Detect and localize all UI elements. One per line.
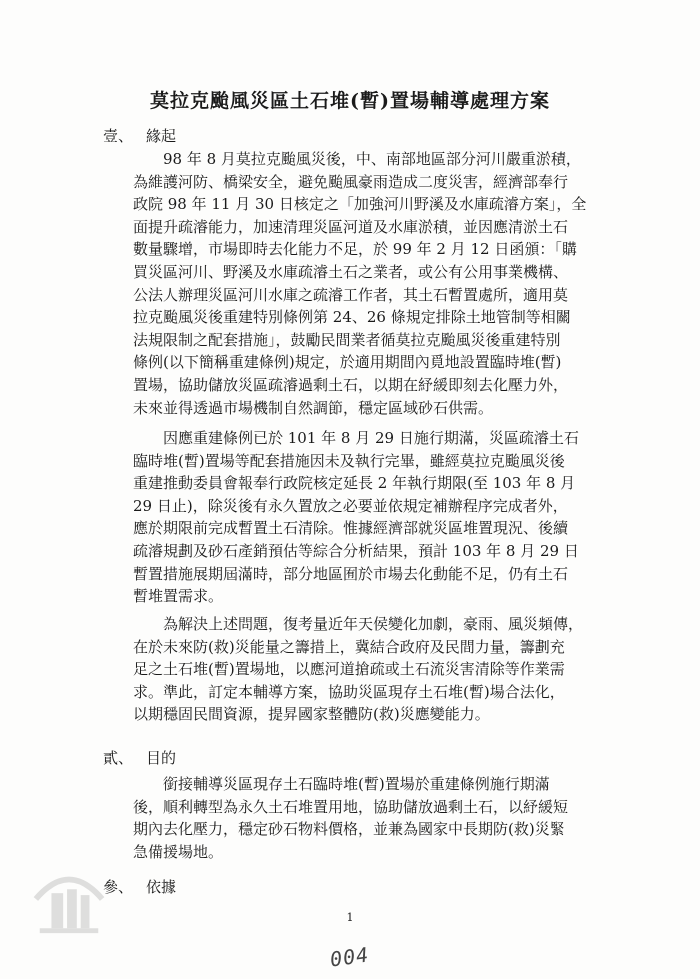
- text-line: 面提升疏濬能力，加速清理災區河道及水庫淤積，並因應清淤土石: [133, 217, 569, 236]
- page-number: 1: [346, 911, 354, 924]
- text-line: 求。準此，訂定本輔導方案，協助災區現存土石堆(暫)場合法化，: [133, 682, 565, 701]
- paragraph-origin-3: [133, 613, 601, 726]
- text-line: 應於期限前完成暫置土石清除。惟據經濟部就災區堆置現況、後續: [133, 519, 569, 538]
- text-line: 重建推動委員會報奉行政院核定延長 2 年執行期限(至 103 年 8 月: [133, 474, 576, 493]
- text-line: 公法人辦理災區河川水庫之疏濬工作者，其土石暫置處所，適用莫: [133, 285, 569, 304]
- text-line: 足之土石堆(暫)置場地，以應河道搶疏或土石流災害清除等作業需: [133, 660, 565, 679]
- section-heading-basis: [103, 876, 176, 897]
- library-logo-icon: [30, 860, 108, 938]
- text-line: 暫堆置需求。: [133, 587, 224, 606]
- text-line: 為維護河防、橋梁安全，避免颱風豪雨造成二度災害，經濟部奉行: [133, 172, 569, 191]
- section-heading-purpose: [103, 747, 176, 768]
- paragraph-purpose: [133, 773, 601, 863]
- section-title: 緣起: [146, 127, 177, 145]
- text-line: 疏濬規劃及砂石產銷預估等綜合分析結果，預計 103 年 8 月 29 日: [133, 541, 579, 560]
- text-line: 急備援場地。: [133, 842, 224, 861]
- section-number: 參、: [103, 878, 134, 896]
- document-title: 莫拉克颱風災區土石堆(暫)置場輔導處理方案: [150, 90, 550, 112]
- text-line: 98 年 8 月莫拉克颱風災後，中、南部地區部分河川嚴重淤積，: [163, 150, 581, 168]
- text-line: 置場，協助儲放災區疏濬過剩土石，以期在紓緩即刻去化壓力外，: [133, 375, 569, 394]
- text-line: 29 日止)，除災後有永久置放之必要並依規定補辦程序完成者外，: [133, 496, 568, 515]
- text-line: 在於未來防(救)災能量之籌措上，冀結合政府及民間力量，籌劃充: [133, 637, 565, 656]
- text-line: 臨時堆(暫)置場等配套措施因未及執行完畢，雖經莫拉克颱風災後: [133, 451, 565, 470]
- paragraph-origin-1: [133, 148, 601, 419]
- section-number: 壹、: [103, 127, 134, 145]
- text-line: 為解決上述問題，復考量近年天侯變化加劇，豪雨、風災頻傳，: [163, 615, 584, 633]
- text-line: 買災區河川、野溪及水庫疏濬土石之業者，或公有公用事業機構、: [133, 262, 569, 281]
- page-stamp: 004: [328, 942, 371, 972]
- text-line: 期內去化壓力，穩定砂石物料價格，並兼為國家中長期防(救)災緊: [133, 820, 565, 839]
- section-heading-origin: [103, 125, 176, 146]
- paragraph-origin-2: [133, 427, 601, 608]
- section-number: 貳、: [103, 749, 134, 767]
- section-title: 目的: [146, 749, 177, 767]
- text-line: 政院 98 年 11 月 30 日核定之「加強河川野溪及水庫疏濬方案」，全: [133, 195, 587, 214]
- text-line: 條例(以下簡稱重建條例)規定，於適用期間內覓地設置臨時堆(暫): [133, 353, 562, 372]
- section-title: 依據: [146, 878, 177, 896]
- text-line: 因應重建條例已於 101 年 8 月 29 日施行期滿，災區疏濬土石: [163, 429, 579, 447]
- text-line: 未來並得透過市場機制自然調節，穩定區域砂石供需。: [133, 398, 494, 417]
- text-line: 以期穩固民間資源，提昇國家整體防(救)災應變能力。: [133, 705, 490, 724]
- text-line: 數量驟增，市場即時去化能力不足，於 99 年 2 月 12 日函頒：「購: [133, 240, 577, 259]
- text-line: 拉克颱風災後重建特別條例第 24、26 條規定排除土地管制等相關: [133, 308, 571, 327]
- text-line: 後，順利轉型為永久土石堆置用地，協助儲放過剩土石，以紓緩短: [133, 797, 569, 816]
- text-line: 銜接輔導災區現存土石臨時堆(暫)置場於重建條例施行期滿: [163, 775, 550, 793]
- text-line: 暫置措施展期屆滿時，部分地區囿於市場去化動能不足，仍有土石: [133, 564, 569, 583]
- text-line: 法規限制之配套措施」，鼓勵民間業者循莫拉克颱風災後重建特別: [133, 330, 561, 349]
